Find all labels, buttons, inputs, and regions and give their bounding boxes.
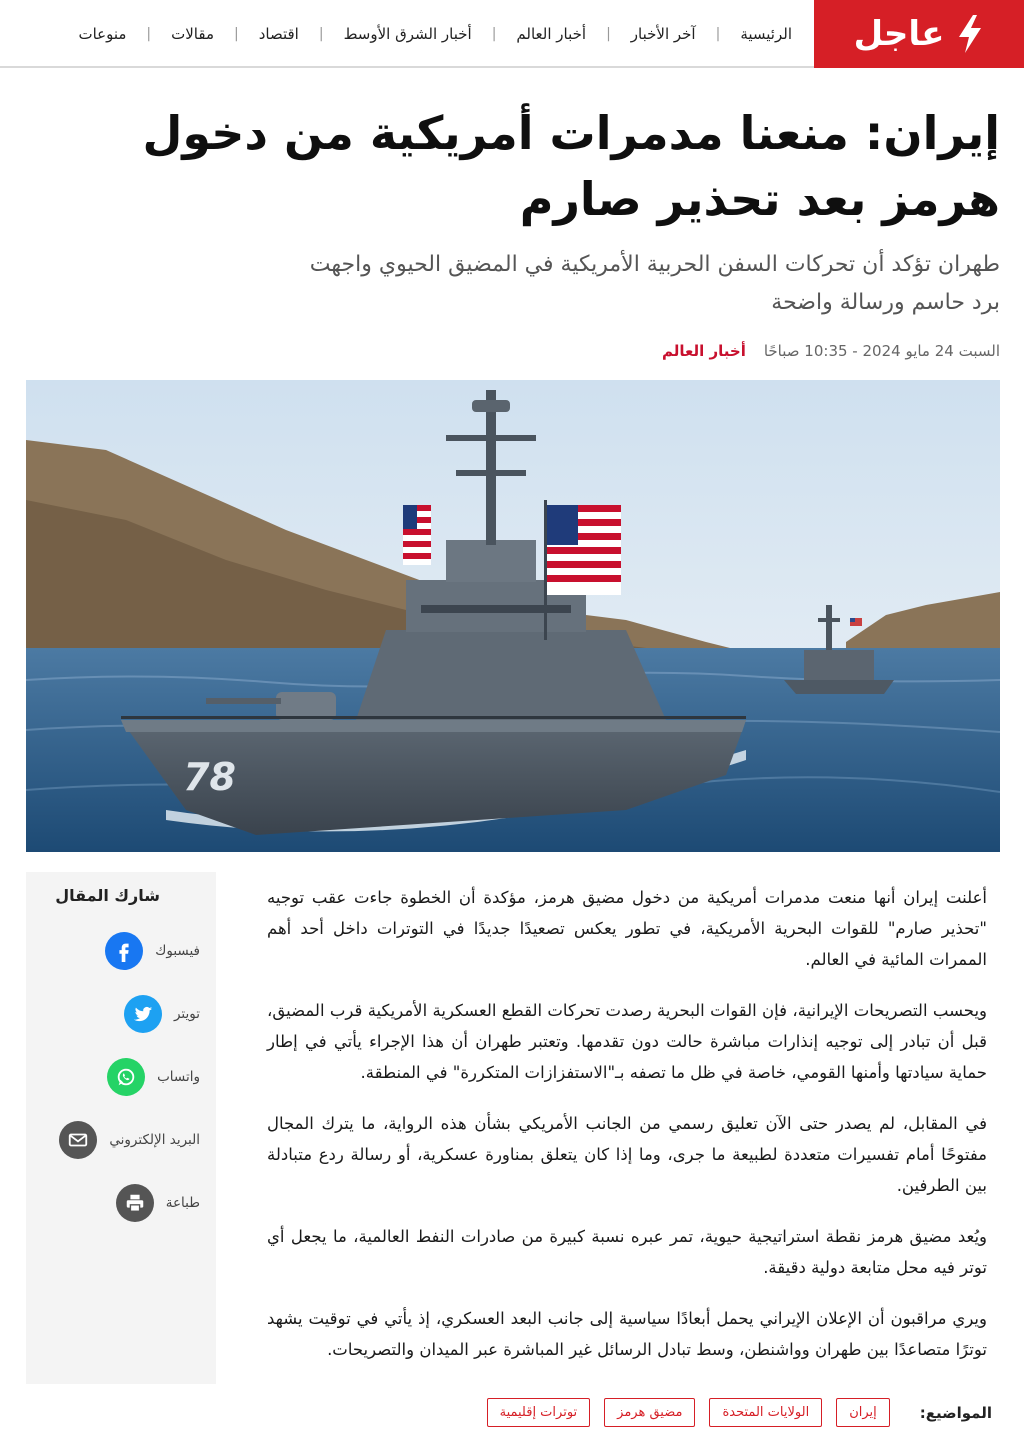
nav-separator: | bbox=[234, 26, 239, 42]
share-print-button[interactable] bbox=[42, 1183, 200, 1223]
article-meta bbox=[662, 342, 1000, 360]
lightning-icon bbox=[956, 15, 984, 53]
nav-item-home[interactable]: الرئيسية bbox=[740, 25, 792, 43]
topics-label: المواضيع: bbox=[919, 1403, 992, 1422]
main-nav bbox=[74, 0, 796, 68]
share-facebook-button[interactable] bbox=[42, 931, 200, 971]
share-box bbox=[26, 872, 216, 1384]
share-email-button[interactable] bbox=[42, 1120, 200, 1160]
nav-separator: | bbox=[715, 26, 721, 42]
hull-number: 78 bbox=[183, 755, 236, 799]
nav-item-misc[interactable]: منوعات bbox=[78, 25, 127, 43]
share-print-label: طباعة bbox=[165, 1195, 200, 1211]
topic-tag-iran[interactable]: إيران bbox=[836, 1398, 890, 1427]
article-subtitle: طهران تؤكد أن تحركات السفن الحربية الأمريكية في المضيق الحيوي واجهت برد حاسم ورسالة واضحة bbox=[309, 252, 1000, 315]
article-title: إيران: منعنا مدمرات أمريكية من دخول هرمز بعد تحذير صارم bbox=[142, 106, 1000, 226]
topic-tag-regional-tensions[interactable]: توترات إقليمية bbox=[487, 1398, 591, 1427]
warship-illustration bbox=[26, 380, 1000, 852]
topic-tag-hormuz[interactable]: مضيق هرمز bbox=[604, 1398, 695, 1427]
top-bar bbox=[0, 0, 1024, 68]
topic-tag-usa[interactable]: الولايات المتحدة bbox=[709, 1398, 822, 1427]
breaking-news-button[interactable] bbox=[814, 0, 1024, 68]
topics-bar bbox=[487, 1398, 992, 1427]
nav-separator: | bbox=[606, 26, 611, 42]
print-icon bbox=[116, 1184, 154, 1222]
share-email-label: البريد الإلكتروني bbox=[109, 1132, 200, 1148]
email-icon bbox=[59, 1121, 97, 1159]
article-paragraph: أعلنت إيران أنها منعت مدمرات أمريكية من دخول مضيق هرمز، مؤكدة أن الخطوة جاءت عقب توجيه "تحذير صارم" للقوات البحرية الأمريكية، في تطور يعكس تصعيدًا جديدًا في التوترات داخل أحد أهم الممرات المائية في العالم. bbox=[267, 888, 987, 969]
article-paragraph: ويُعد مضيق هرمز نقطة استراتيجية حيوية، تمر عبره نسبة كبيرة من صادرات النفط العالمية، ما يجعل أي توتر فيه محل متابعة دولية دقيقة. bbox=[267, 1227, 987, 1277]
nav-item-world[interactable]: أخبار العالم bbox=[516, 25, 587, 43]
article-paragraph: في المقابل، لم يصدر حتى الآن تعليق رسمي من الجانب الأمريكي بشأن هذه الرواية، ما يترك المجال مفتوحًا أمام تفسيرات متعددة لطبيعة ما جرى، وما إذا كان يتعلق بمناورة عسكرية، أو رسالة ردع متبادلة بين الطرفين. bbox=[267, 1114, 987, 1195]
twitter-icon bbox=[124, 995, 162, 1033]
nav-item-economy[interactable]: اقتصاد bbox=[258, 25, 299, 43]
article-category-link[interactable]: أخبار العالم bbox=[662, 342, 746, 360]
share-title: شارك المقال bbox=[55, 886, 160, 905]
share-twitter-label: تويتر bbox=[173, 1006, 200, 1022]
breaking-label: عاجل bbox=[853, 14, 945, 54]
nav-separator: | bbox=[491, 26, 497, 42]
article-body bbox=[267, 882, 987, 1385]
nav-separator: | bbox=[318, 26, 324, 42]
share-whatsapp-label: واتساب bbox=[157, 1069, 200, 1085]
facebook-icon bbox=[105, 932, 143, 970]
nav-separator: | bbox=[146, 26, 152, 42]
share-facebook-label: فيسبوك bbox=[155, 943, 200, 959]
share-twitter-button[interactable] bbox=[42, 994, 200, 1034]
whatsapp-icon bbox=[107, 1058, 145, 1096]
article-date: السبت 24 مايو 2024 - 10:35 صباحًا bbox=[763, 342, 1000, 360]
article-paragraph: ويحسب التصريحات الإيرانية، فإن القوات البحرية رصدت تحركات القطع العسكرية الأمريكية قرب المضيق، قبل أن تبادر إلى توجيه إنذارات مباشرة حالت دون تقدمها. وتعتبر طهران أن هذا الإجراء يأتي في إطار حماية سيادتها وأمنها القومي، خاصة في ظل ما تصفه بـ"الاستفزازات المتكررة" في المنطقة. bbox=[267, 1001, 987, 1082]
nav-item-middle-east[interactable]: أخبار الشرق الأوسط bbox=[343, 25, 472, 43]
nav-item-latest[interactable]: آخر الأخبار bbox=[630, 25, 696, 43]
nav-item-articles[interactable]: مقالات bbox=[171, 25, 214, 43]
hero-image bbox=[26, 380, 1000, 852]
article-paragraph: ويري مراقبون أن الإعلان الإيراني يحمل أبعادًا سياسية إلى جانب البعد العسكري، إذ يأتي في توقيت يشهد توترًا متصاعدًا بين طهران وواشنطن، وسط تبادل الرسائل غير المباشرة عبر الميدان والتصريحات. bbox=[267, 1309, 987, 1359]
share-whatsapp-button[interactable] bbox=[42, 1057, 200, 1097]
